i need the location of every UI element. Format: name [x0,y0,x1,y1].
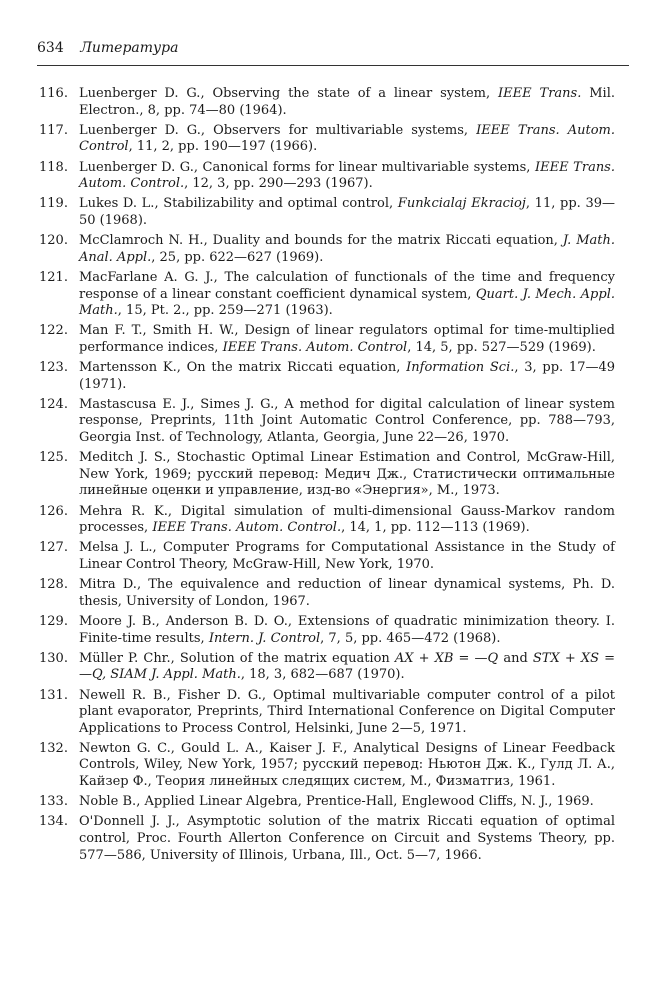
reference-segment: Mastascusa E. J., Simes J. G., A method for digital calculation of linear system response, Preprints, 11th Joint Automatic Control Conference, pp. 788—793, Georgia Inst. of Technology, Atlanta, Georgia, June 22—26, 1970. [79,396,615,446]
reference-item [37,814,615,864]
reference-item [37,614,615,647]
reference-text [79,196,615,228]
reference-text [79,814,615,862]
reference-italic-segment: Quart. J. Mech. Appl. Math. [79,286,615,319]
reference-item [37,741,615,791]
reference-number: 134. [39,814,68,830]
reference-number: 127. [39,540,68,556]
reference-item [37,540,615,573]
running-title: Литература [80,40,179,56]
reference-segment: , 25, pp. 622—627 (1969). [151,249,324,265]
reference-number: 116. [39,86,68,101]
reference-text [79,233,615,265]
reference-segment: Luenberger D. G., Observing the state of a linear system, [79,86,499,101]
reference-segment: and [498,650,533,666]
reference-segment: Newell R. B., Fisher D. G., Optimal multivariable computer control of a pilot plant evaporator, Preprints, Third International Conference on Digital Computer Applications to Process Control, Helsinki, June 2—5, 1971. [79,687,615,736]
reference-segment: MacFarlane A. G. J., The calculation of functionals of the time and frequency response of a linear constant coefficient dynamical system, [79,269,615,302]
reference-text [79,794,594,809]
reference-segment: , 7, 5, pp. 465—472 (1968). [320,630,501,646]
reference-number: 122. [39,323,68,339]
reference-segment: Müller P. Chr., Solution of the matrix equation [79,650,395,666]
reference-segment: , 11, 2, pp. 190—197 (1966). [128,139,318,155]
reference-item [37,160,615,193]
reference-segment: , 14, 5, pp. 527—529 (1969). [407,339,596,355]
reference-item [37,270,615,320]
reference-item [37,86,615,119]
reference-segment: Newton G. C., Gould L. A., Kaiser J. F., Analytical Designs of Linear Feedback Controls, Wiley, New York, 1957; русский перевод: Ньютон Дж. К., Гулд Л. А., Кайзер Ф., Теория линейных следящих систем, М., Физматгиз, 1961. [79,740,615,790]
reference-segment: , 11, pp. 39—50 (1968). [79,196,616,228]
reference-text [79,360,615,392]
reference-italic-segment: IEEE Trans. Autom. Control [222,339,408,355]
reference-text [79,614,615,646]
reference-number: 132. [39,740,68,756]
reference-italic-segment: IEEE Trans. Autom. Control. [79,159,615,192]
reference-italic-segment: Information Sci. [406,360,515,376]
reference-item [37,504,615,537]
reference-text [79,577,615,609]
reference-segment: McClamroch N. H., Duality and bounds for the matrix Riccati equation, [79,233,563,249]
reference-text [79,741,615,789]
reference-italic-segment: Funkcialaj Ekracioj [397,196,526,212]
reference-item [37,323,615,356]
reference-item [37,577,615,610]
reference-text [79,450,615,498]
reference-segment: , 18, 3, 682—687 (1970). [240,667,405,683]
reference-segment: Mehra R. K., Digital simulation of multi-dimensional Gauss-Markov random processes, [79,503,615,536]
reference-number: 123. [39,360,68,376]
header-rule [37,65,629,66]
reference-segment: , 14, 1, pp. 112—113 (1969). [341,520,530,536]
reference-item [37,688,615,738]
reference-italic-segment: IEEE Trans. [498,86,582,101]
reference-text [79,160,615,192]
reference-segment: Luenberger D. G., Canonical forms for linear multivariable systems, [79,159,535,175]
reference-segment: , 12, 3, pp. 290—293 (1967). [184,176,373,192]
reference-italic-segment: J. Math. Anal. Appl. [79,233,615,265]
reference-number: 124. [39,396,68,412]
reference-segment: Mitra D., The equivalence and reduction of linear dynamical systems, Ph. D. thesis, University of London, 1967. [79,577,615,609]
reference-segment: Luenberger D. G., Observers for multivariable systems, [79,122,477,138]
reference-number: 125. [39,450,68,466]
reference-segment: Martensson K., On the matrix Riccati equation, [79,360,407,376]
reference-segment: , 15, Pt. 2., pp. 259—271 (1963). [117,303,333,319]
reference-number: 133. [39,794,68,810]
reference-item [37,450,615,500]
reference-italic-segment: IEEE Trans. Autom. Control. [152,520,342,536]
reference-italic-segment: IEEE Trans. Autom. Control [79,122,616,155]
reference-text [79,123,615,155]
page-header [37,38,629,58]
reference-item [37,360,615,393]
reference-italic-segment: Intern. J. Control [208,630,321,646]
reference-number: 129. [39,613,68,629]
reference-number: 118. [39,159,68,175]
reference-italic-segment: AX + XB = —Q [394,650,499,666]
reference-segment: Lukes D. L., Stabilizability and optimal control, [79,196,398,212]
reference-item [37,196,615,229]
reference-text [79,397,615,445]
reference-number: 131. [39,687,68,703]
reference-item [37,233,615,266]
reference-text [79,323,615,355]
reference-segment: Man F. T., Smith H. W., Design of linear regulators optimal for time-multiplied performance indices, [79,323,615,355]
reference-text [79,86,615,118]
page-number: 634 [37,40,64,56]
reference-item [37,651,615,684]
reference-number: 130. [39,650,68,666]
reference-text [79,504,615,536]
reference-text [79,270,615,318]
reference-text [79,540,615,572]
reference-number: 128. [39,577,68,593]
reference-segment: Moore J. B., Anderson B. D. O., Extensions of quadratic minimization theory. I. Finite-time results, [79,613,615,646]
reference-item [37,794,615,811]
reference-italic-segment: STX + XS = —Q, SIAM J. Appl. Math. [79,650,615,683]
reference-segment: Meditch J. S., Stochastic Optimal Linear Estimation and Control, McGraw-Hill, New York, 1969; русский перевод: Медич Дж., Статистически оптимальные линейные оценки и управление, изд-во «Энергия», М., 1973. [79,450,615,499]
reference-number: 120. [39,233,68,249]
reference-segment: , 3, pp. 17—49 (1971). [79,360,616,392]
reference-segment: Mil. Electron., 8, pp. 74—80 (1964). [79,86,615,118]
reference-segment: Melsa J. L., Computer Programs for Computational Assistance in the Study of Linear Control Theory, McGraw-Hill, New York, 1970. [79,540,615,572]
reference-text [79,688,615,736]
reference-number: 117. [39,122,68,138]
reference-list [37,86,615,868]
reference-text [79,651,615,683]
reference-segment: Noble B., Applied Linear Algebra, Prentice-Hall, Englewood Cliffs, N. J., 1969. [79,794,594,810]
reference-segment: O'Donnell J. J., Asymptotic solution of the matrix Riccati equation of optimal control, Proc. Fourth Allerton Conference on Circuit and Systems Theory, pp. 577—586, University of Illinois, Urbana, Ill., Oct. 5—7, 1966. [79,814,615,863]
reference-item [37,397,615,447]
reference-number: 126. [39,503,68,519]
reference-number: 121. [39,269,68,285]
reference-number: 119. [39,196,68,212]
reference-item [37,123,615,156]
